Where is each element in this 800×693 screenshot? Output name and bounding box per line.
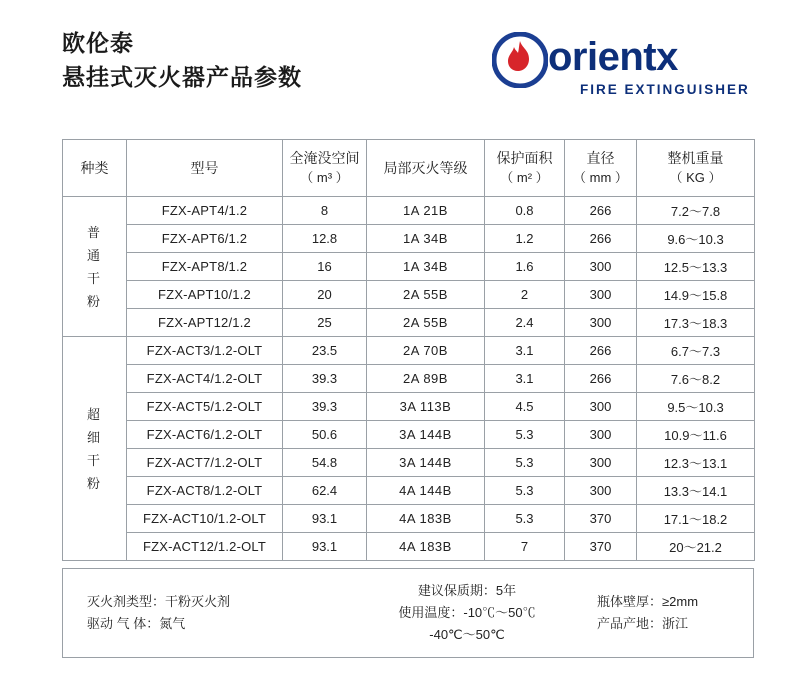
col-header-area-label: 保护面积	[496, 150, 553, 166]
table-row	[63, 393, 755, 421]
row-weight-cell: 20～21.2	[637, 533, 755, 561]
footer-right-line-1: 瓶体壁厚：≥2mm	[597, 594, 699, 609]
row-diameter-cell: 300	[565, 477, 637, 505]
row-model-cell: FZX-ACT5/1.2-OLT	[127, 393, 283, 421]
table-row	[63, 337, 755, 365]
row-area-cell: 2.4	[485, 309, 565, 337]
row-model-cell: FZX-APT8/1.2	[127, 253, 283, 281]
row-fire-rating-cell: 4A 144B	[367, 477, 485, 505]
col-header-diameter	[565, 140, 637, 197]
row-diameter-cell: 266	[565, 365, 637, 393]
row-volume-cell: 12.8	[283, 225, 367, 253]
row-fire-rating-cell: 3A 113B	[367, 393, 485, 421]
row-fire-rating-cell: 3A 144B	[367, 449, 485, 477]
row-volume-cell: 39.3	[283, 365, 367, 393]
row-area-cell: 0.8	[485, 197, 565, 225]
row-weight-cell: 7.6～8.2	[637, 365, 755, 393]
page-header	[62, 26, 752, 112]
col-header-volume-label: 全淹没空间	[289, 150, 360, 166]
footer-mid-line-3: -40℃～50℃	[429, 627, 505, 642]
row-volume-cell: 93.1	[283, 533, 367, 561]
row-category-cell: 超细干粉	[63, 337, 127, 561]
row-diameter-cell: 300	[565, 281, 637, 309]
row-volume-cell: 25	[283, 309, 367, 337]
row-weight-cell: 13.3～14.1	[637, 477, 755, 505]
col-header-fire-rating-label: 局部灭火等级	[383, 159, 468, 176]
table-row	[63, 533, 755, 561]
row-model-cell: FZX-ACT10/1.2-OLT	[127, 505, 283, 533]
row-fire-rating-cell: 2A 55B	[367, 309, 485, 337]
row-area-cell: 3.1	[485, 365, 565, 393]
row-fire-rating-cell: 1A 34B	[367, 225, 485, 253]
row-fire-rating-cell: 3A 144B	[367, 421, 485, 449]
row-diameter-cell: 300	[565, 253, 637, 281]
row-volume-cell: 50.6	[283, 421, 367, 449]
row-diameter-cell: 266	[565, 197, 637, 225]
row-volume-cell: 23.5	[283, 337, 367, 365]
col-header-fire-rating	[367, 140, 485, 197]
table-row	[63, 449, 755, 477]
row-fire-rating-cell: 2A 70B	[367, 337, 485, 365]
row-volume-cell: 39.3	[283, 393, 367, 421]
row-weight-cell: 14.9～15.8	[637, 281, 755, 309]
footer-left-line-2: 驱动 气 体：氮气	[87, 616, 186, 631]
row-weight-cell: 12.3～13.1	[637, 449, 755, 477]
row-area-cell: 3.1	[485, 337, 565, 365]
row-weight-cell: 7.2～7.8	[637, 197, 755, 225]
logo-tagline: FIRE EXTINGUISHER	[580, 82, 750, 97]
row-area-cell: 1.2	[485, 225, 565, 253]
table-header-row	[63, 140, 755, 197]
col-header-weight-label: 整机重量	[667, 150, 724, 166]
row-model-cell: FZX-APT4/1.2	[127, 197, 283, 225]
col-header-area	[485, 140, 565, 197]
col-header-weight-unit: （ KG ）	[669, 170, 722, 185]
row-model-cell: FZX-ACT6/1.2-OLT	[127, 421, 283, 449]
row-model-cell: FZX-APT10/1.2	[127, 281, 283, 309]
row-fire-rating-cell: 2A 55B	[367, 281, 485, 309]
footer-origin-info	[587, 569, 753, 657]
row-area-cell: 5.3	[485, 421, 565, 449]
col-header-model	[127, 140, 283, 197]
col-header-volume	[283, 140, 367, 197]
row-area-cell: 5.3	[485, 449, 565, 477]
page-title: 欧伦泰	[62, 30, 134, 56]
col-header-weight	[637, 140, 755, 197]
footer-agent-info	[63, 569, 347, 657]
row-area-cell: 2	[485, 281, 565, 309]
row-weight-cell: 9.6～10.3	[637, 225, 755, 253]
table-row	[63, 281, 755, 309]
row-model-cell: FZX-APT6/1.2	[127, 225, 283, 253]
row-weight-cell: 17.3～18.3	[637, 309, 755, 337]
spec-table	[62, 139, 755, 561]
row-area-cell: 4.5	[485, 393, 565, 421]
row-weight-cell: 9.5～10.3	[637, 393, 755, 421]
row-volume-cell: 62.4	[283, 477, 367, 505]
row-weight-cell: 6.7～7.3	[637, 337, 755, 365]
col-header-category	[63, 140, 127, 197]
row-diameter-cell: 266	[565, 337, 637, 365]
row-fire-rating-cell: 4A 183B	[367, 533, 485, 561]
footer-left-line-1: 灭火剂类型：干粉灭火剂	[87, 594, 231, 609]
footer-storage-info	[347, 569, 587, 657]
row-diameter-cell: 370	[565, 533, 637, 561]
row-diameter-cell: 300	[565, 421, 637, 449]
table-body	[63, 197, 755, 561]
row-diameter-cell: 266	[565, 225, 637, 253]
col-header-model-label: 型号	[190, 159, 219, 176]
title-block	[62, 26, 302, 94]
footer-mid-line-1: 建议保质期：5年	[417, 583, 517, 598]
col-header-category-label: 种类	[80, 159, 109, 176]
col-header-diameter-unit: （ mm ）	[573, 170, 628, 185]
spec-table-wrap	[62, 139, 754, 561]
row-volume-cell: 20	[283, 281, 367, 309]
row-area-cell: 5.3	[485, 477, 565, 505]
row-volume-cell: 93.1	[283, 505, 367, 533]
flame-in-circle-icon	[492, 32, 548, 88]
row-diameter-cell: 300	[565, 309, 637, 337]
footer-right-line-2: 产品产地：浙江	[597, 616, 689, 631]
row-fire-rating-cell: 1A 21B	[367, 197, 485, 225]
row-fire-rating-cell: 4A 183B	[367, 505, 485, 533]
table-row	[63, 477, 755, 505]
table-row	[63, 421, 755, 449]
table-row	[63, 365, 755, 393]
row-area-cell: 7	[485, 533, 565, 561]
row-weight-cell: 10.9～11.6	[637, 421, 755, 449]
row-area-cell: 1.6	[485, 253, 565, 281]
row-volume-cell: 8	[283, 197, 367, 225]
table-row	[63, 505, 755, 533]
row-weight-cell: 17.1～18.2	[637, 505, 755, 533]
col-header-diameter-label: 直径	[586, 150, 615, 166]
row-model-cell: FZX-APT12/1.2	[127, 309, 283, 337]
footer-mid-line-2: 使用温度：-10℃～50℃	[398, 605, 536, 620]
col-header-area-unit: （ m² ）	[500, 170, 549, 185]
table-row	[63, 309, 755, 337]
table-row	[63, 253, 755, 281]
row-model-cell: FZX-ACT12/1.2-OLT	[127, 533, 283, 561]
row-volume-cell: 16	[283, 253, 367, 281]
brand-logo	[492, 32, 752, 106]
row-model-cell: FZX-ACT7/1.2-OLT	[127, 449, 283, 477]
row-model-cell: FZX-ACT4/1.2-OLT	[127, 365, 283, 393]
row-model-cell: FZX-ACT8/1.2-OLT	[127, 477, 283, 505]
col-header-volume-unit: （ m³ ）	[300, 170, 349, 185]
logo-wordmark: orientx	[548, 35, 678, 79]
row-model-cell: FZX-ACT3/1.2-OLT	[127, 337, 283, 365]
row-area-cell: 5.3	[485, 505, 565, 533]
table-row	[63, 225, 755, 253]
row-fire-rating-cell: 1A 34B	[367, 253, 485, 281]
page-subtitle: 悬挂式灭火器产品参数	[62, 64, 302, 90]
row-diameter-cell: 370	[565, 505, 637, 533]
row-category-cell: 普通干粉	[63, 197, 127, 337]
footer-info-panel	[62, 568, 754, 658]
row-fire-rating-cell: 2A 89B	[367, 365, 485, 393]
row-diameter-cell: 300	[565, 449, 637, 477]
row-diameter-cell: 300	[565, 393, 637, 421]
table-header	[63, 140, 755, 197]
row-volume-cell: 54.8	[283, 449, 367, 477]
row-weight-cell: 12.5～13.3	[637, 253, 755, 281]
table-row	[63, 197, 755, 225]
